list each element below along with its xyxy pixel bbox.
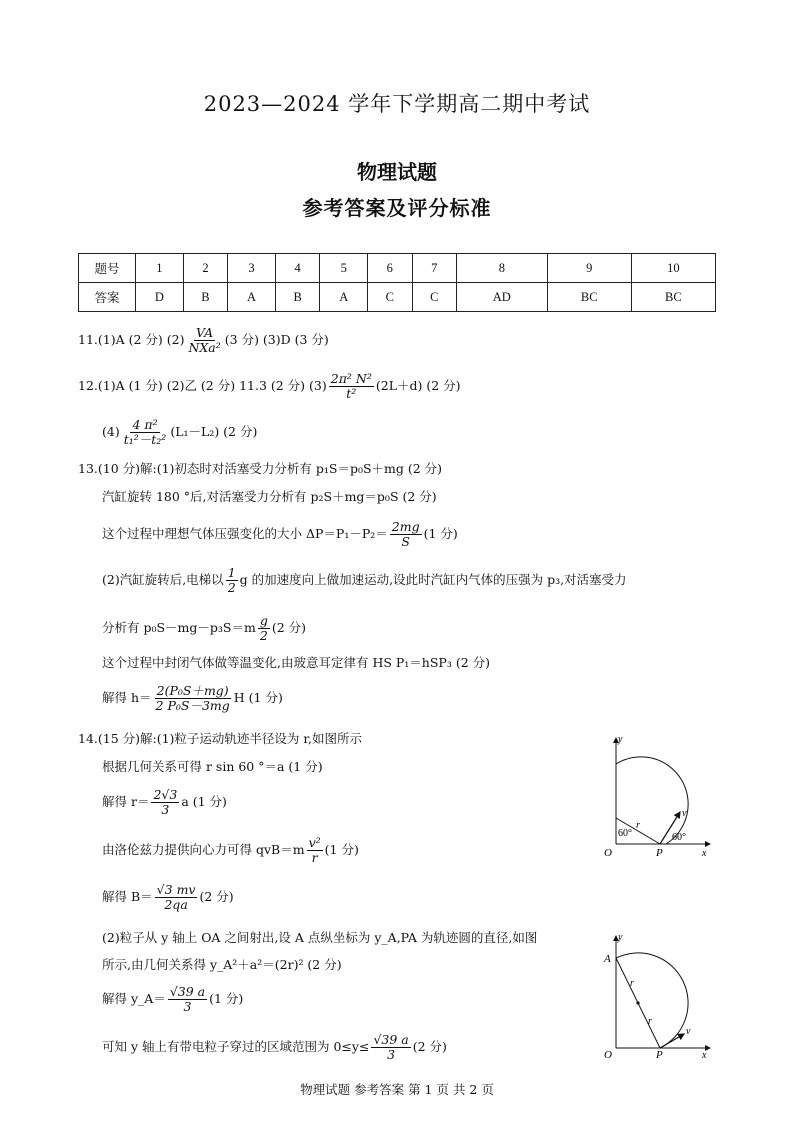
- q14-line-3: 解得 r＝ $\frac{2√3}{3}$ a (1 分): [102, 787, 227, 817]
- radius-label: r: [636, 820, 640, 831]
- subject-title: 物理试题: [357, 160, 437, 184]
- table-cell: 10: [631, 254, 715, 283]
- table-cell: 3: [228, 254, 276, 283]
- point-p-label: P: [656, 1049, 663, 1060]
- table-cell: BC: [547, 283, 631, 312]
- table-cell: D: [136, 283, 184, 312]
- table-cell: BC: [631, 283, 715, 312]
- origin-label: O: [604, 847, 612, 859]
- table-cell: A: [228, 283, 276, 312]
- center-dot: [636, 1001, 639, 1004]
- table-cell: B: [183, 283, 227, 312]
- q13-line-7: 解得 h＝ $\frac{\text{2(P₀S＋mg)}}{\text{2 P₀S－3mg}}$ H (1 分): [102, 683, 283, 713]
- table-cell: 6: [368, 254, 412, 283]
- q14-line-6: (2)粒子从 y 轴上 OA 之间射出,设 A 点纵坐标为 y_A,PA 为轨迹圆的直径,如图: [102, 930, 538, 945]
- axis-label-x: x: [702, 848, 707, 859]
- point-p-label: P: [656, 847, 663, 859]
- page-footer: 物理试题 参考答案 第 1 页 共 2 页: [300, 1082, 494, 1097]
- answer-key-title: 参考答案及评分标准: [302, 196, 492, 220]
- table-row-numbers: [79, 254, 716, 283]
- table-cell: AD: [456, 283, 547, 312]
- q13-line-4: (2)汽缸旋转后,电梯以 $\frac{1}{2}$ g 的加速度向上做加速运动,设此时汽缸内气体的压强为 p₃,对活塞受力: [102, 565, 627, 595]
- q12-line-2: (4) $\frac{\text{4 π²}}{\text{t₁²－t₂²}}$ (L₁－L₂) (2 分): [102, 417, 258, 447]
- q13-line-2: 汽缸旋转 180 °后,对活塞受力分析有 p₂S＋mg＝p₀S (2 分): [102, 489, 437, 504]
- angle-label-2: 60°: [672, 832, 686, 843]
- table-cell: C: [412, 283, 456, 312]
- answer-table: [78, 253, 716, 312]
- q11-line: 11.(1)A (2 分) (2) $\frac{VA}{\text{NXa²}}$ (3 分) (3)D (3 分): [78, 325, 329, 355]
- table-cell: 5: [320, 254, 368, 283]
- table-row-answers: [79, 283, 716, 312]
- table-cell: A: [320, 283, 368, 312]
- q14-line-1: 14.(15 分)解:(1)粒子运动轨迹半径设为 r,如图所示: [78, 731, 362, 746]
- table-cell: C: [368, 283, 412, 312]
- velocity-arrow: [660, 1034, 684, 1048]
- q13-line-6: 这个过程中封闭气体做等温变化,由玻意耳定律有 HS P₁＝hSP₃ (2 分): [102, 655, 490, 670]
- table-cell: B: [275, 283, 319, 312]
- axis-label-x: x: [702, 1050, 707, 1060]
- table-header-cell: 题号: [79, 254, 136, 283]
- radius-label-2: r: [648, 1016, 652, 1027]
- table-cell: 8: [456, 254, 547, 283]
- trajectory-figure-2: [598, 930, 718, 1060]
- q14-line-5: 解得 B＝ $\frac{√3 mv}{2qa}$ (2 分): [102, 882, 234, 912]
- table-cell: 7: [412, 254, 456, 283]
- page-title: 2023—2024 学年下学期高二期中考试: [203, 92, 591, 116]
- angle-label-1: 60°: [618, 828, 632, 839]
- q13-line-1: 13.(10 分)解:(1)初态时对活塞受力分析有 p₁S＝p₀S＋mg (2 分): [78, 461, 443, 476]
- q14-line-4: 由洛伦兹力提供向心力可得 qvB＝m $\frac{\text{v²}}{r}$ (1 分): [102, 835, 359, 865]
- q12-line-1: 12.(1)A (1 分) (2)乙 (2 分) 11.3 (2 分) (3) $\frac{\text{2π² N²}}{\text{t²}}$ (2L＋d) (2 分): [78, 371, 461, 401]
- q14-line-9: 可知 y 轴上有带电粒子穿过的区域范围为 0≤y≤ $\frac{√39 a}{3}$ (2 分): [102, 1032, 447, 1062]
- q14-line-2: 根据几何关系可得 r sin 60 °＝a (1 分): [102, 759, 323, 774]
- velocity-label: v: [682, 808, 687, 819]
- table-cell: 9: [547, 254, 631, 283]
- axis-label-y: y: [618, 932, 623, 943]
- table-cell: 2: [183, 254, 227, 283]
- q14-line-8: 解得 y_A＝ $\frac{√39 a}{3}$ (1 分): [102, 984, 244, 1014]
- velocity-label: v: [686, 1026, 691, 1037]
- point-a-label: A: [604, 953, 611, 965]
- radius-label-1: r: [630, 978, 634, 989]
- q13-line-3: 这个过程中理想气体压强变化的大小 ΔP＝P₁－P₂＝ $\frac{2mg}{S}$ (1 分): [102, 519, 458, 549]
- table-cell: 1: [136, 254, 184, 283]
- axis-label-y: y: [618, 734, 623, 745]
- table-cell: 4: [275, 254, 319, 283]
- trajectory-figure-1: [598, 732, 718, 862]
- trajectory-arc: [616, 953, 688, 1048]
- q14-line-7: 所示,由几何关系得 y_A²＋a²＝(2r)² (2 分): [102, 957, 342, 972]
- table-header-cell: 答案: [79, 283, 136, 312]
- origin-label: O: [604, 1049, 612, 1060]
- q13-line-5: 分析有 p₀S－mg－p₃S＝m $\frac{g}{2}$ (2 分): [102, 613, 307, 643]
